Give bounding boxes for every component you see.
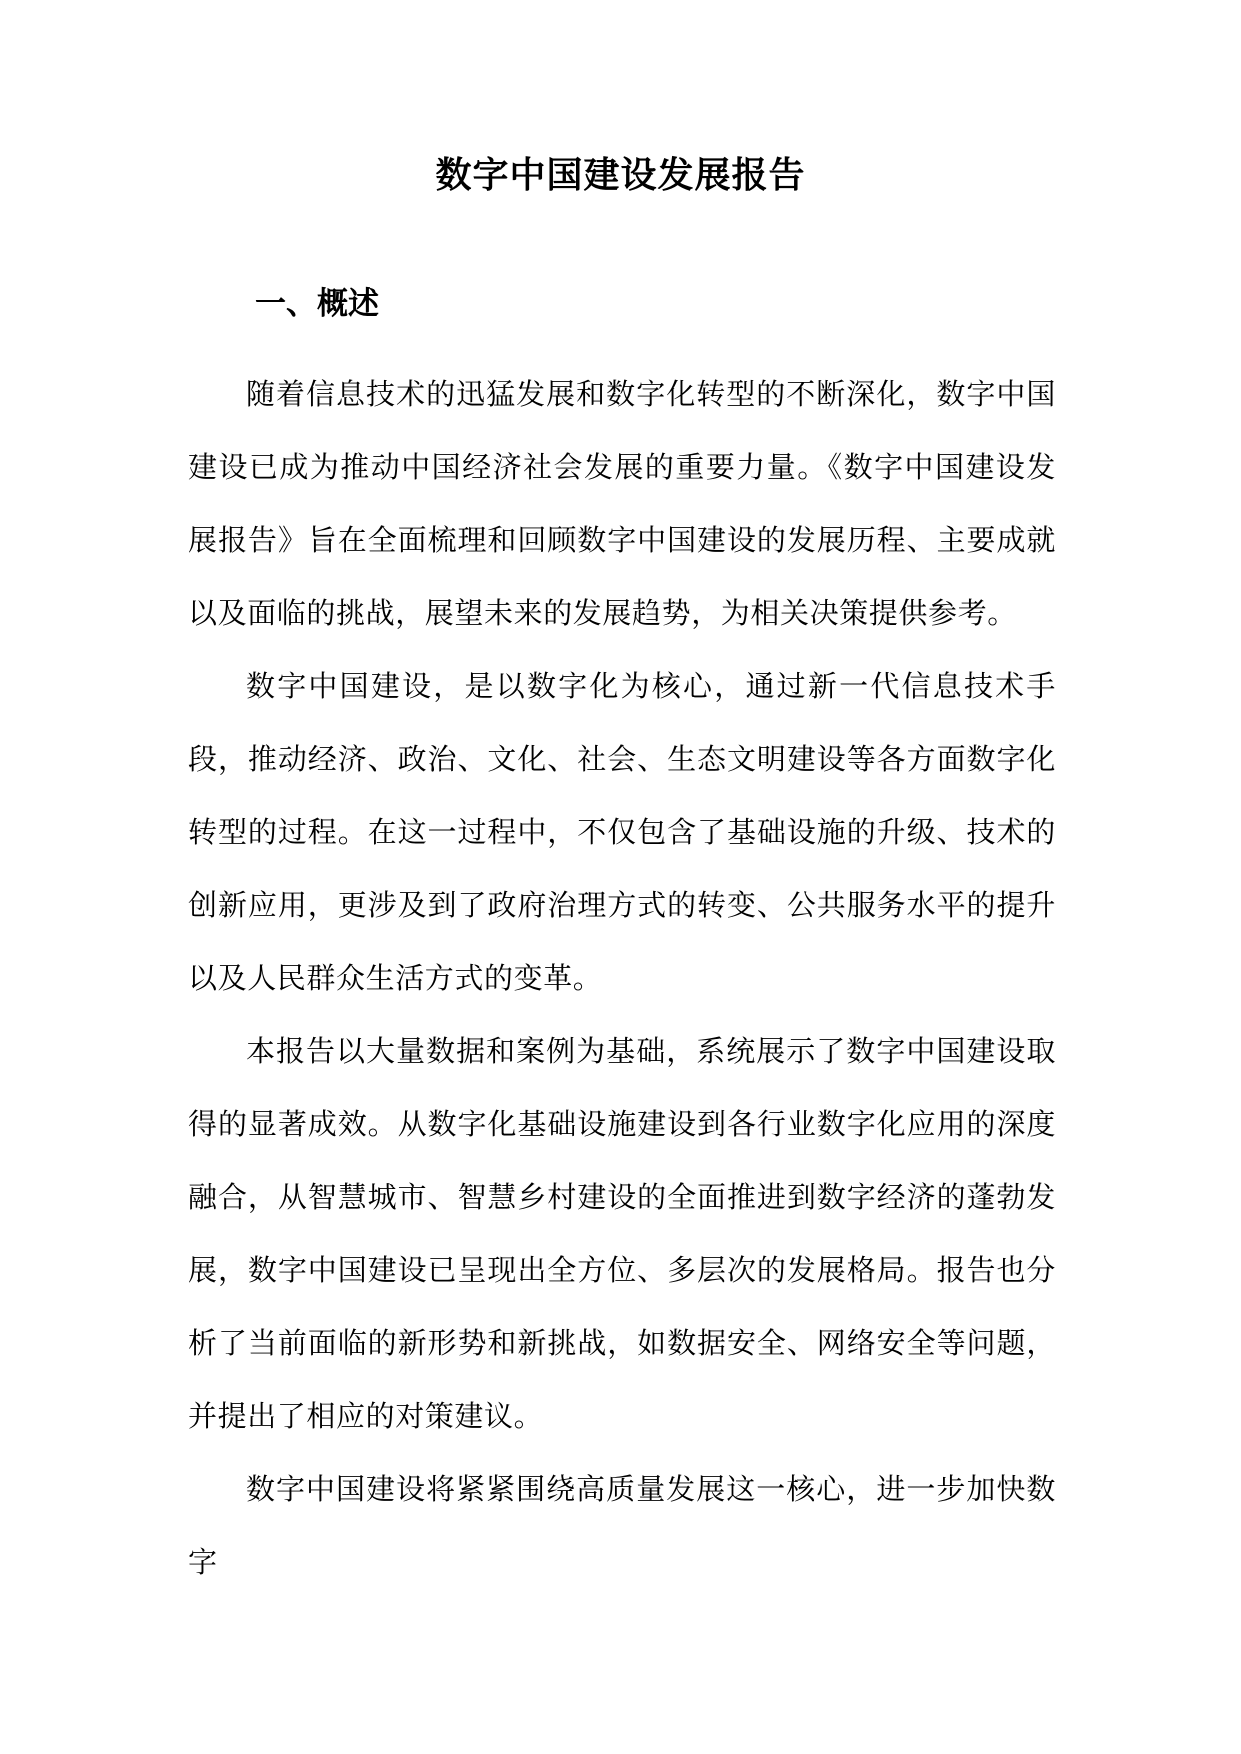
section-heading-overview: 一、概述 [255, 286, 379, 322]
paragraph: 本报告以大量数据和案例为基础，系统展示了数字中国建设取得的显著成效。从数字化基础设施建设到各行业数字化应用的深度融合，从智慧城市、智慧乡村建设的全面推进到数字经济的蓬勃发展，数字中国建设已呈现出全方位、多层次的发展格局。报告也分析了当前面临的新形势和新挑战，如数据安全、网络安全等问题，并提出了相应的对策建议。 [188, 1034, 1056, 1433]
paragraph: 数字中国建设，是以数字化为核心，通过新一代信息技术手段，推动经济、政治、文化、社会、生态文明建设等各方面数字化转型的过程。在这一过程中，不仅包含了基础设施的升级、技术的创新应用，更涉及到了政府治理方式的转变、公共服务水平的提升以及人民群众生活方式的变革。 [188, 669, 1056, 995]
section-body [188, 358, 1056, 1599]
paragraph: 数字中国建设将紧紧围绕高质量发展这一核心，进一步加快数字 [188, 1472, 1056, 1579]
document-title: 数字中国建设发展报告 [435, 155, 806, 196]
paragraph: 随着信息技术的迅猛发展和数字化转型的不断深化，数字中国建设已成为推动中国经济社会发展的重要力量。《数字中国建设发展报告》旨在全面梳理和回顾数字中国建设的发展历程、主要成就以及面临的挑战，展望未来的发展趋势，为相关决策提供参考。 [188, 377, 1056, 630]
